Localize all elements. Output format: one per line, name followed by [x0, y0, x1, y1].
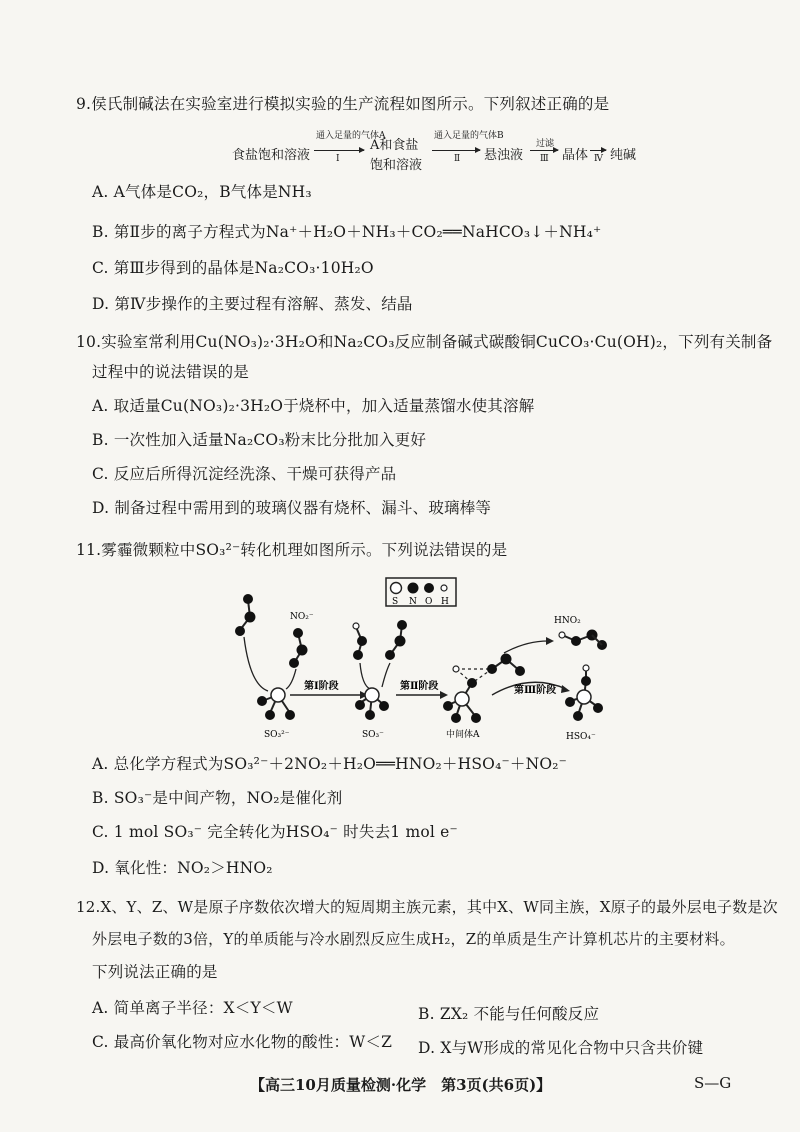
flow-step3-label: 过滤: [536, 139, 555, 149]
nitrogen-atom-icon: [408, 583, 419, 594]
q11-option-b: B. SO₃⁻是中间产物，NO₂是催化剂: [92, 789, 343, 807]
q9-stem: 9.侯氏制碱法在实验室进行模拟实验的生产流程如图所示。下列叙述正确的是: [76, 95, 610, 113]
q9-flowchart: [232, 128, 637, 174]
legend-s: S: [392, 597, 399, 607]
q10-option-b: B. 一次性加入适量Na₂CO₃粉末比分批加入更好: [92, 431, 427, 449]
flow-step2-label: 通入足量的气体B: [434, 131, 504, 141]
q12-option-b: B. ZX₂ 不能与任何酸反应: [418, 1005, 600, 1023]
flow-step4-num: Ⅳ: [594, 154, 603, 164]
label-intermediate: 中间体A: [446, 730, 480, 740]
q12-stem-line2: 外层电子数的3倍，Y的单质能与冷水剧烈反应生成H₂，Z的单质是生产计算机芯片的主要材料。: [92, 930, 735, 948]
flow-step1-label: 通入足量的气体A: [316, 131, 386, 141]
hydrogen-atom-icon: [441, 585, 447, 591]
flow-step1-num: Ⅰ: [336, 154, 340, 164]
q10-option-d: D. 制备过程中需用到的玻璃仪器有烧杯、漏斗、玻璃棒等: [92, 499, 492, 517]
label-so3-2: SO₃²⁻: [264, 730, 290, 740]
flow-step2-num: Ⅱ: [454, 154, 461, 164]
q12-option-c: C. 最高价氧化物对应水化物的酸性：W＜Z: [92, 1033, 393, 1051]
q10-stem-line1: 10.实验室常利用Cu(NO₃)₂·3H₂O和Na₂CO₃反应制备碱式碳酸铜CuCO₃·Cu(OH)₂，下列有关制备: [76, 333, 773, 351]
legend-n: N: [409, 597, 417, 607]
flow-step3-num: Ⅲ: [540, 154, 549, 164]
flow-arrow-2: [432, 150, 480, 151]
q12-option-d: D. X与W形成的常见化合物中只含共价键: [418, 1039, 704, 1057]
q12-option-a: A. 简单离子半径：X＜Y＜W: [92, 999, 293, 1017]
label-no2: NO₂⁻: [290, 612, 314, 622]
label-hno2: HNO₂: [554, 616, 581, 626]
legend-o: O: [425, 597, 433, 607]
flow-mid1-top: A和食盐: [370, 138, 419, 153]
flow-arrow-1: [314, 150, 364, 151]
sulfur-atom-icon: [391, 583, 402, 594]
label-so3: SO₃⁻: [362, 730, 384, 740]
label-hso4: HSO₄⁻: [566, 732, 596, 742]
flow-mid1-bottom: 饱和溶液: [370, 158, 423, 173]
q11-stem: 11.雾霾微颗粒中SO₃²⁻转化机理如图所示。下列说法错误的是: [76, 541, 508, 559]
q11-option-c: C. 1 mol SO₃⁻ 完全转化为HSO₄⁻ 时失去1 mol e⁻: [92, 823, 458, 841]
flow-arrow-4: [590, 150, 606, 151]
flow-start: 食盐饱和溶液: [232, 148, 311, 163]
page-footer: 【高三10月质量检测·化学 第3页(共6页)】: [250, 1076, 552, 1094]
q11-option-a: A. 总化学方程式为SO₃²⁻＋2NO₂＋H₂O══HNO₂＋HSO₄⁻＋NO₂⁻: [92, 755, 568, 773]
q10-option-c: C. 反应后所得沉淀经洗涤、干燥可获得产品: [92, 465, 397, 483]
label-stage3: 第Ⅲ阶段: [514, 685, 557, 696]
q9-option-c: C. 第Ⅲ步得到的晶体是Na₂CO₃·10H₂O: [92, 259, 374, 277]
q12-stem-line3: 下列说法正确的是: [92, 963, 218, 981]
q9-option-d: D. 第Ⅳ步操作的主要过程有溶解、蒸发、结晶: [92, 295, 413, 313]
paper-code: S—G: [694, 1074, 732, 1092]
q10-stem-line2: 过程中的说法错误的是: [92, 363, 250, 381]
q11-option-d: D. 氧化性：NO₂＞HNO₂: [92, 859, 273, 877]
legend: [386, 578, 456, 607]
flow-end: 纯碱: [610, 148, 637, 163]
q9-option-b: B. 第Ⅱ步的离子方程式为Na⁺＋H₂O＋NH₃＋CO₂══NaHCO₃↓＋NH₄⁺: [92, 223, 602, 241]
label-stage1: 第Ⅰ阶段: [304, 681, 339, 692]
q11-mechanism-diagram: [230, 575, 630, 745]
q9-option-a: A. A气体是CO₂，B气体是NH₃: [92, 183, 312, 201]
oxygen-atom-icon: [424, 583, 434, 593]
flow-mid2: 悬浊液: [484, 148, 524, 163]
flow-mid3: 晶体: [562, 148, 589, 163]
q12-stem-line1: 12.X、Y、Z、W是原子序数依次增大的短周期主族元素，其中X、W同主族，X原子的最外层电子数是次: [76, 898, 778, 916]
q10-option-a: A. 取适量Cu(NO₃)₂·3H₂O于烧杯中，加入适量蒸馏水使其溶解: [92, 397, 535, 415]
flow-arrow-3: [530, 150, 558, 151]
legend-h: H: [441, 597, 449, 607]
label-stage2: 第Ⅱ阶段: [400, 681, 439, 692]
